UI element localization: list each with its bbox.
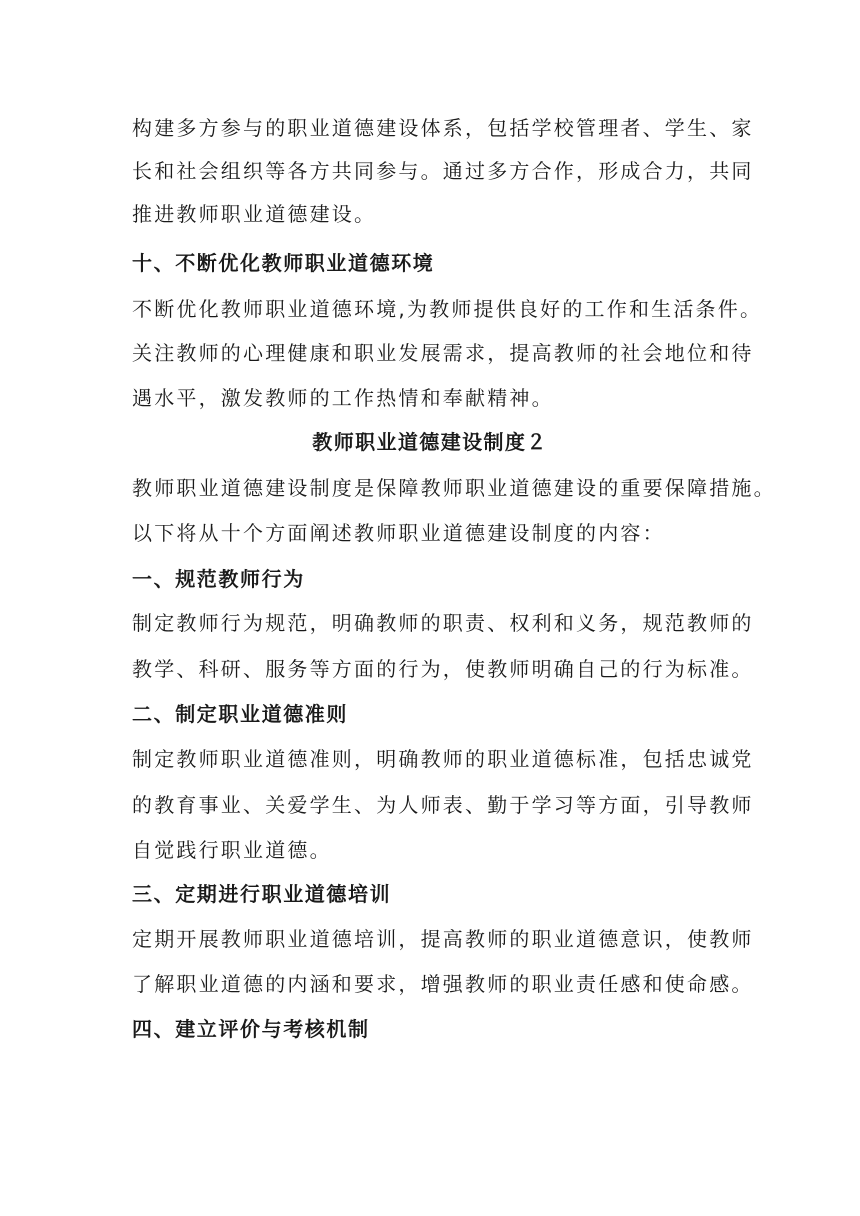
paragraph-line: 关注教师的心理健康和职业发展需求，提高教师的社会地位和待 <box>132 341 754 365</box>
section-heading: 四、建立评价与考核机制 <box>132 1017 370 1041</box>
paragraph-line: 以下将从十个方面阐述教师职业道德建设制度的内容： <box>132 521 665 545</box>
section-heading: 十、不断优化教师职业道德环境 <box>132 251 435 275</box>
document-title: 教师职业道德建设制度２ <box>312 430 548 454</box>
paragraph-line: 不断优化教师职业道德环境,为教师提供良好的工作和生活条件。 <box>132 297 763 321</box>
paragraph-line: 了解职业道德的内涵和要求，增强教师的职业责任感和使命感。 <box>132 972 754 996</box>
section-heading: 一、规范教师行为 <box>132 567 305 591</box>
paragraph-line: 教学、科研、服务等方面的行为，使教师明确自己的行为标准。 <box>132 657 754 681</box>
paragraph-line: 构建多方参与的职业道德建设体系，包括学校管理者、学生、家 <box>132 116 754 140</box>
paragraph-line: 定期开展教师职业道德培训，提高教师的职业道德意识，使教师 <box>132 927 754 951</box>
paragraph-line: 制定教师行为规范，明确教师的职责、权利和义务，规范教师的 <box>132 611 754 635</box>
paragraph-line: 长和社会组织等各方共同参与。通过多方合作，形成合力，共同 <box>132 159 754 183</box>
section-heading: 三、定期进行职业道德培训 <box>132 882 392 906</box>
section-heading: 二、制定职业道德准则 <box>132 702 348 726</box>
paragraph-line: 遇水平，激发教师的工作热情和奉献精神。 <box>132 386 554 410</box>
paragraph-line: 自觉践行职业道德。 <box>132 838 332 862</box>
paragraph-line: 的教育事业、关爱学生、为人师表、勤于学习等方面，引导教师 <box>132 793 754 817</box>
paragraph-line: 教师职业道德建设制度是保障教师职业道德建设的重要保障措施。 <box>132 476 776 500</box>
paragraph-line: 推进教师职业道德建设。 <box>132 202 377 226</box>
paragraph-line: 制定教师职业道德准则，明确教师的职业道德标准，包括忠诚党 <box>132 747 754 771</box>
